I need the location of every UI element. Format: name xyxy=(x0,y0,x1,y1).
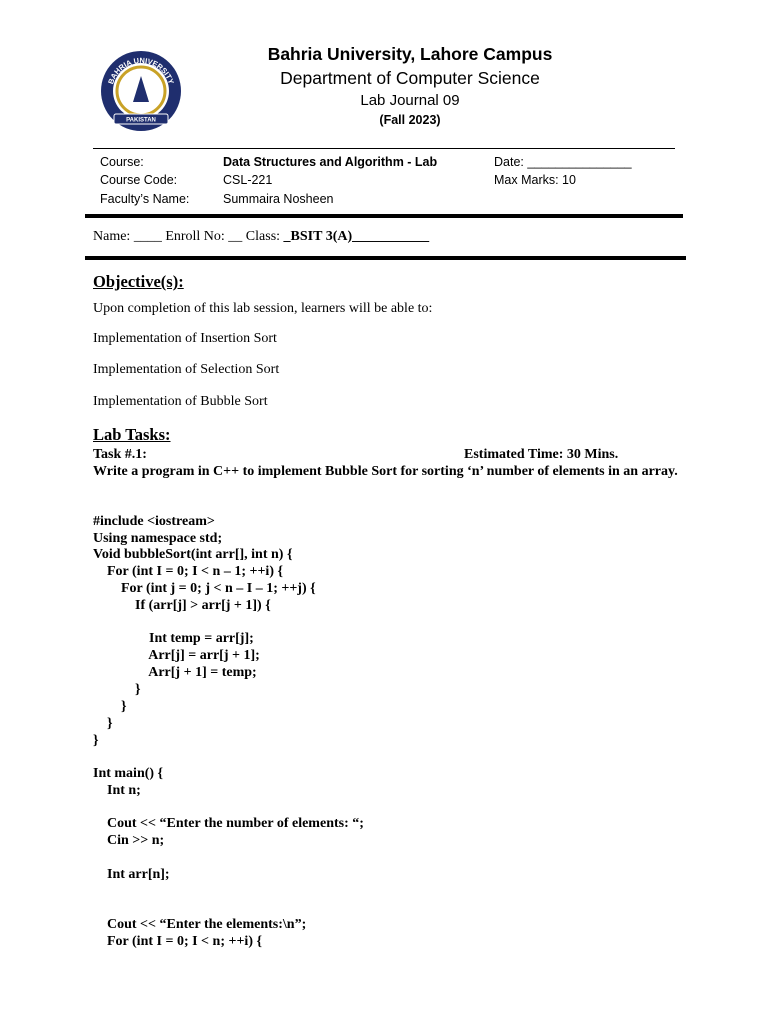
objective-item: Implementation of Bubble Sort xyxy=(93,394,268,409)
student-info-line xyxy=(93,229,429,245)
journal-title: Lab Journal 09 xyxy=(360,92,460,109)
logo-text-bottom: PAKISTAN xyxy=(126,117,156,124)
code-line: } xyxy=(93,716,113,731)
code-line: Int n; xyxy=(93,783,141,798)
department-name: Department of Computer Science xyxy=(280,68,540,88)
date-label: Date: _______________ xyxy=(494,155,632,169)
course-label: Course: xyxy=(100,155,144,169)
task-description: Write a program in C++ to implement Bubble Sort for sorting ‘n’ number of elements in an array. xyxy=(93,464,678,479)
code-line: Int main() { xyxy=(93,766,164,781)
header-divider xyxy=(93,148,675,149)
code-line: Void bubbleSort(int arr[], int n) { xyxy=(93,547,293,562)
code-line: } xyxy=(93,699,127,714)
code-line: Int temp = arr[j]; xyxy=(93,631,254,646)
code-line: } xyxy=(93,733,99,748)
code-line: #include <iostream> xyxy=(93,514,215,529)
objectives-heading: Objective(s): xyxy=(93,272,184,291)
faculty-label: Faculty’s Name: xyxy=(100,192,190,206)
estimated-time: Estimated Time: 30 Mins. xyxy=(464,447,619,462)
code-line: Arr[j] = arr[j + 1]; xyxy=(93,648,260,663)
code-line: Arr[j + 1] = temp; xyxy=(93,665,257,680)
max-marks-label: Max Marks: 10 xyxy=(494,173,576,187)
lab-tasks-heading: Lab Tasks: xyxy=(93,425,171,444)
info-divider-top xyxy=(85,214,683,218)
objective-item: Implementation of Insertion Sort xyxy=(93,331,277,346)
student-info-prefix: Name: ____ Enroll No: __ Class: xyxy=(93,229,284,244)
code-line: Using namespace std; xyxy=(93,531,223,546)
logo-text-top: BAHRIA UNIVERSITY xyxy=(106,55,176,86)
code-line: For (int j = 0; j < n – I – 1; ++j) { xyxy=(93,581,316,596)
info-divider-bottom xyxy=(85,256,686,260)
code-line: For (int I = 0; I < n – 1; ++i) { xyxy=(93,564,283,579)
course-value: Data Structures and Algorithm - Lab xyxy=(223,155,438,169)
task-label: Task #.1: xyxy=(93,447,147,462)
course-code-label: Course Code: xyxy=(100,173,178,187)
code-line: Cout << “Enter the number of elements: “; xyxy=(93,816,364,831)
faculty-value: Summaira Nosheen xyxy=(223,192,334,206)
term-label: (Fall 2023) xyxy=(379,113,441,127)
code-line: If (arr[j] > arr[j + 1]) { xyxy=(93,598,271,613)
code-line: Cout << “Enter the elements:\n”; xyxy=(93,917,307,932)
course-code-value: CSL-221 xyxy=(223,173,273,187)
code-line: Cin >> n; xyxy=(93,833,165,848)
code-line: For (int I = 0; I < n; ++i) { xyxy=(93,934,262,949)
code-line: Int arr[n]; xyxy=(93,867,170,882)
code-line: } xyxy=(93,682,141,697)
class-value: _BSIT 3(A)___________ xyxy=(283,229,430,244)
university-name: Bahria University, Lahore Campus xyxy=(267,44,553,64)
objective-item: Implementation of Selection Sort xyxy=(93,362,280,377)
objectives-intro: Upon completion of this lab session, learners will be able to: xyxy=(93,301,433,316)
